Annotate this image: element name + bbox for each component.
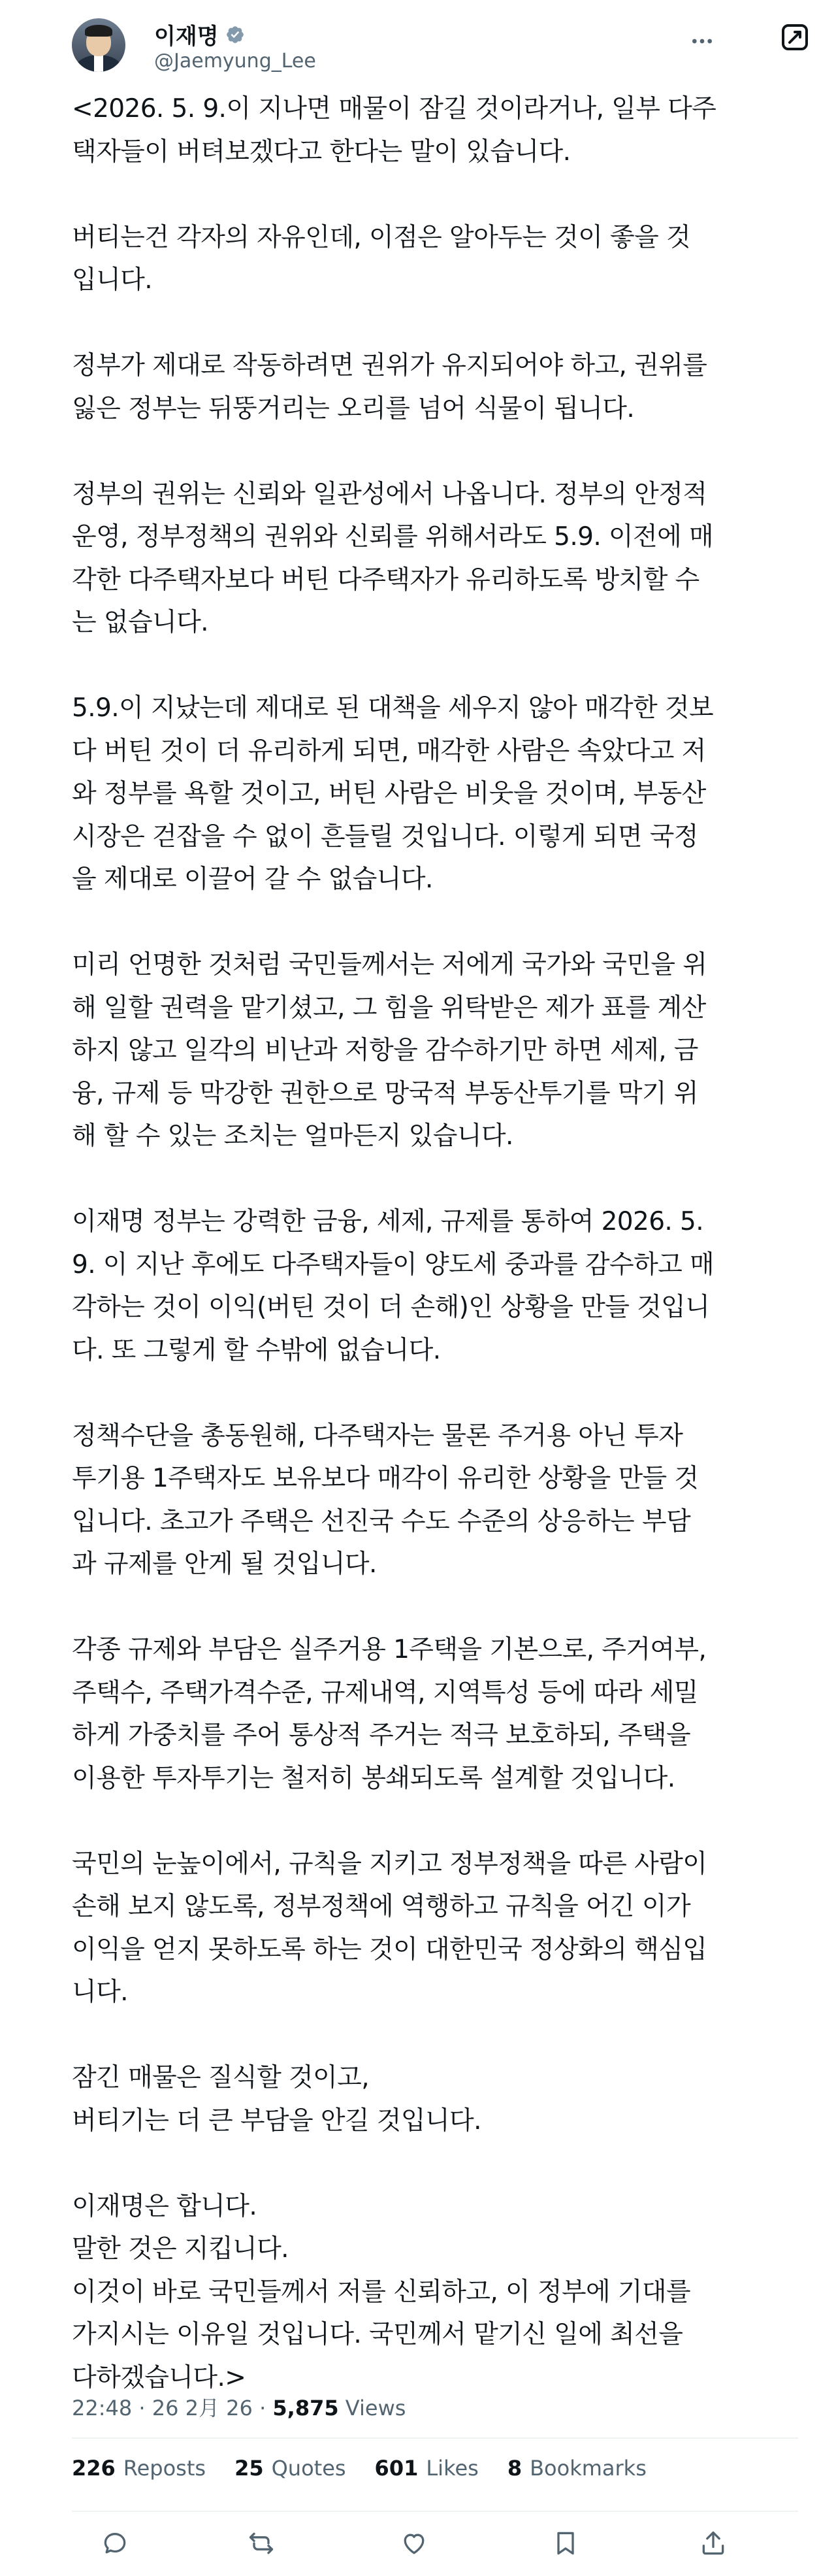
text-line: 는 없습니다. bbox=[72, 608, 208, 637]
text-line: 과 규제를 안게 될 것입니다. bbox=[72, 1549, 377, 1579]
likes-count: 601 bbox=[374, 2456, 419, 2481]
divider bbox=[72, 2511, 798, 2512]
text-line: 정책수단을 총동원해, 다주택자는 물론 주거용 아닌 투자 bbox=[72, 1421, 683, 1451]
bookmarks-stat[interactable] bbox=[507, 2456, 647, 2481]
bookmarks-count: 8 bbox=[507, 2456, 522, 2481]
text-line: 이재명은 합니다. bbox=[72, 2191, 257, 2221]
text-line: 말한 것은 지킵니다. bbox=[72, 2234, 289, 2264]
paragraph bbox=[72, 1628, 798, 1800]
text-line: 정부의 권위는 신뢰와 일관성에서 나옵니다. 정부의 안정적 bbox=[72, 479, 707, 509]
paragraph bbox=[72, 216, 798, 302]
meta-separator: · bbox=[259, 2396, 266, 2420]
text-line: 이익을 얻지 못하도록 하는 것이 대한민국 정상화의 핵심입 bbox=[72, 1934, 707, 1964]
paragraph bbox=[72, 473, 798, 644]
text-line: 잃은 정부는 뒤뚱거리는 오리를 넘어 식물이 됩니다. bbox=[72, 393, 635, 423]
views-label: Views bbox=[345, 2396, 406, 2420]
text-line: 국민의 눈높이에서, 규칙을 지키고 정부정책을 따른 사람이 bbox=[72, 1849, 707, 1879]
quotes-label: Quotes bbox=[271, 2456, 346, 2481]
text-line: 버티는건 각자의 자유인데, 이점은 알아두는 것이 좋을 것 bbox=[72, 222, 691, 252]
text-line: 각한 다주택자보다 버틴 다주택자가 유리하도록 방치할 수 bbox=[72, 565, 699, 595]
paragraph bbox=[72, 687, 798, 901]
text-line: 을 제대로 이끌어 갈 수 없습니다. bbox=[72, 865, 433, 894]
text-line: <2026. 5. 9.이 지나면 매물이 잠길 것이라거나, 일부 다주 bbox=[72, 94, 716, 124]
more-dots-icon bbox=[689, 28, 715, 54]
bookmarks-label: Bookmarks bbox=[530, 2456, 647, 2481]
text-line: 손해 보지 않도록, 정부정책에 역행하고 규칙을 어긴 이가 bbox=[72, 1892, 691, 1921]
text-line: 버티기는 더 큰 부담을 안길 것입니다. bbox=[72, 2105, 481, 2136]
tweet-text bbox=[72, 88, 798, 2442]
grok-button[interactable] bbox=[777, 20, 812, 55]
engagement-stats bbox=[72, 2456, 647, 2481]
more-options-button[interactable] bbox=[684, 24, 720, 59]
paragraph bbox=[72, 344, 798, 430]
paragraph bbox=[72, 88, 798, 173]
paragraph bbox=[72, 944, 798, 1158]
reply-button[interactable] bbox=[99, 2528, 131, 2559]
text-line: 투기용 1주택자도 보유보다 매각이 유리한 상황을 만들 것 bbox=[72, 1464, 699, 1493]
text-line: 잠긴 매물은 질식할 것이고, bbox=[72, 2063, 370, 2092]
bookmark-icon bbox=[551, 2529, 580, 2558]
text-line: 니다. bbox=[72, 1977, 128, 2007]
text-line: 이용한 투자투기는 철저히 봉쇄되도록 설계할 것입니다. bbox=[72, 1763, 675, 1793]
name-row bbox=[154, 18, 245, 50]
tweet-metadata bbox=[72, 2392, 406, 2422]
paragraph bbox=[72, 2185, 798, 2400]
paragraph bbox=[72, 1843, 798, 2014]
handle[interactable]: @Jaemyung_Lee bbox=[154, 50, 316, 73]
reposts-label: Reposts bbox=[123, 2456, 206, 2481]
avatar[interactable] bbox=[72, 18, 125, 72]
text-line: 이것이 바로 국민들께서 저를 신뢰하고, 이 정부에 기대를 bbox=[72, 2277, 691, 2307]
text-line: 9. 이 지난 후에도 다주택자들이 양도세 중과를 감수하고 매 bbox=[72, 1249, 715, 1280]
text-line: 택자들이 버텨보겠다고 한다는 말이 있습니다. bbox=[72, 137, 571, 167]
share-icon bbox=[699, 2529, 728, 2558]
reply-icon bbox=[101, 2529, 129, 2558]
quotes-count: 25 bbox=[234, 2456, 264, 2481]
bookmark-button[interactable] bbox=[550, 2528, 581, 2559]
text-line: 다하겠습니다.> bbox=[72, 2362, 246, 2392]
avatar-shirt bbox=[94, 55, 103, 72]
paragraph bbox=[72, 1415, 798, 1586]
repost-icon bbox=[247, 2529, 276, 2558]
text-line: 입니다. bbox=[72, 265, 153, 295]
tweet-time[interactable]: 22:48 bbox=[72, 2396, 133, 2420]
action-bar bbox=[72, 2522, 798, 2562]
quotes-stat[interactable] bbox=[234, 2456, 346, 2481]
text-line: 이재명 정부는 강력한 금융, 세제, 규제를 통하여 2026. 5. bbox=[72, 1207, 704, 1236]
text-line: 정부가 제대로 작동하려면 권위가 유지되어야 하고, 권위를 bbox=[72, 351, 707, 380]
text-line: 융, 규제 등 막강한 권한으로 망국적 부동산투기를 막기 위 bbox=[72, 1078, 698, 1108]
tweet-header bbox=[0, 0, 836, 91]
text-line: 다 버틴 것이 더 유리하게 되면, 매각한 사람은 속았다고 저 bbox=[72, 736, 706, 766]
repost-button[interactable] bbox=[246, 2528, 277, 2559]
text-line: 각하는 것이 이익(버틴 것이 더 손해)인 상황을 만들 것입니 bbox=[72, 1293, 710, 1322]
divider bbox=[72, 2437, 798, 2439]
text-line: 입니다. 초고가 주택은 선진국 수도 수준의 상응하는 부담 bbox=[72, 1506, 691, 1536]
reposts-count: 226 bbox=[72, 2456, 116, 2481]
likes-stat[interactable] bbox=[375, 2456, 479, 2481]
text-line: 하지 않고 일각의 비난과 저항을 감수하기만 하면 세제, 금 bbox=[72, 1036, 698, 1065]
like-button[interactable] bbox=[398, 2528, 430, 2559]
text-line: 해 할 수 있는 조치는 얼마든지 있습니다. bbox=[72, 1121, 513, 1151]
text-line: 5.9.이 지났는데 제대로 된 대책을 세우지 않아 매각한 것보 bbox=[72, 693, 714, 723]
text-line: 운영, 정부정책의 권위와 신뢰를 위해서라도 5.9. 이전에 매 bbox=[72, 522, 714, 552]
meta-separator: · bbox=[138, 2396, 146, 2420]
tweet-date[interactable]: 26 2月 26 bbox=[152, 2396, 253, 2420]
text-line: 시장은 걷잡을 수 없이 흔들릴 것입니다. 이렇게 되면 국정 bbox=[72, 821, 698, 851]
likes-label: Likes bbox=[426, 2456, 479, 2481]
paragraph bbox=[72, 2056, 798, 2142]
text-line: 와 정부를 욕할 것이고, 버틴 사람은 비웃을 것이며, 부동산 bbox=[72, 779, 706, 808]
display-name[interactable]: 이재명 bbox=[154, 24, 219, 50]
text-line: 하게 가중치를 주어 통상적 주거는 적극 보호하되, 주택을 bbox=[72, 1721, 691, 1750]
text-line: 각종 규제와 부담은 실주거용 1주택을 기본으로, 주거여부, bbox=[72, 1635, 707, 1664]
heart-icon bbox=[400, 2529, 428, 2558]
avatar-hair bbox=[85, 25, 112, 37]
reposts-stat[interactable] bbox=[72, 2456, 206, 2481]
text-line: 가지시는 이유일 것입니다. 국민께서 맡기신 일에 최선을 bbox=[72, 2320, 683, 2349]
paragraph bbox=[72, 1200, 798, 1372]
share-button[interactable] bbox=[698, 2528, 729, 2559]
text-line: 해 일할 권력을 맡기셨고, 그 힘을 위탁받은 제가 표를 계산 bbox=[72, 993, 706, 1023]
views-count: 5,875 bbox=[272, 2396, 339, 2420]
text-line: 다. 또 그렇게 할 수밖에 없습니다. bbox=[72, 1335, 441, 1365]
text-line: 미리 언명한 것처럼 국민들께서는 저에게 국가와 국민을 위 bbox=[72, 950, 707, 980]
verified-badge-icon bbox=[225, 25, 245, 44]
grok-icon bbox=[779, 22, 811, 53]
text-line: 주택수, 주택가격수준, 규제내역, 지역특성 등에 따라 세밀 bbox=[72, 1677, 698, 1708]
